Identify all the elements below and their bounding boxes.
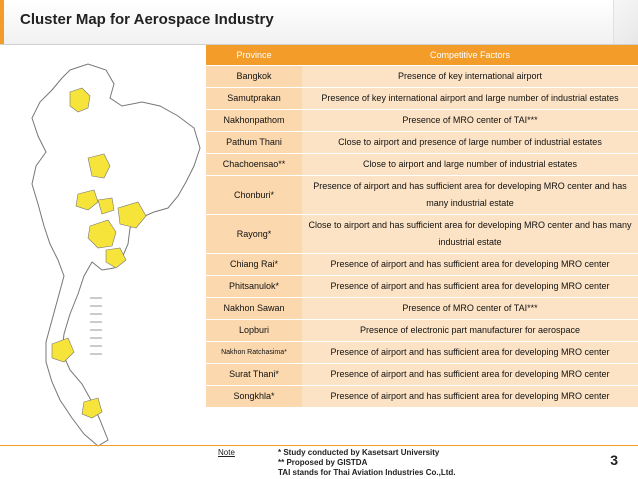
cell-factor: Presence of MRO center of TAI*** bbox=[302, 110, 638, 131]
cell-factor: Presence of airport and has sufficient area for developing MRO center bbox=[302, 386, 638, 407]
cell-factor: Presence of airport and has sufficient area for developing MRO center bbox=[302, 364, 638, 385]
cell-factor: Presence of MRO center of TAI*** bbox=[302, 298, 638, 319]
table-row bbox=[206, 364, 638, 385]
map-legend bbox=[90, 298, 102, 354]
cell-factor: Presence of airport and has sufficient area for developing MRO center bbox=[302, 276, 638, 297]
note-line: TAI stands for Thai Aviation Industries Co.,Ltd. bbox=[278, 468, 456, 477]
table-row bbox=[206, 154, 638, 175]
table-row bbox=[206, 132, 638, 153]
title-accent-right bbox=[613, 0, 638, 44]
cell-province: Chonburi* bbox=[206, 176, 302, 214]
table-row bbox=[206, 215, 638, 253]
table-row bbox=[206, 386, 638, 407]
title-accent-left bbox=[0, 0, 4, 44]
table-row bbox=[206, 110, 638, 131]
table-row bbox=[206, 254, 638, 275]
note-label: Note bbox=[218, 448, 235, 457]
cell-province: Songkhla* bbox=[206, 386, 302, 407]
table-row bbox=[206, 88, 638, 109]
cell-province: Chiang Rai* bbox=[206, 254, 302, 275]
title-bar bbox=[0, 0, 638, 45]
header-province: Province bbox=[206, 45, 302, 65]
cell-province: Nakhon Sawan bbox=[206, 298, 302, 319]
cell-province: Nakhonpathom bbox=[206, 110, 302, 131]
table-row bbox=[206, 176, 638, 214]
cell-factor: Presence of key international airport bbox=[302, 66, 638, 87]
table-row bbox=[206, 276, 638, 297]
cell-province: Surat Thani* bbox=[206, 364, 302, 385]
slide-title: Cluster Map for Aerospace Industry bbox=[20, 11, 274, 28]
cell-province: Lopburi bbox=[206, 320, 302, 341]
table-row bbox=[206, 298, 638, 319]
cell-factor: Close to airport and large number of industrial estates bbox=[302, 154, 638, 175]
cell-province: Chachoensao** bbox=[206, 154, 302, 175]
cell-factor: Presence of airport and has sufficient area for developing MRO center bbox=[302, 342, 638, 363]
cell-province: Bangkok bbox=[206, 66, 302, 87]
note-line: * Study conducted by Kasetsart University bbox=[278, 448, 440, 457]
page-number: 3 bbox=[610, 452, 618, 468]
cell-province: Phitsanulok* bbox=[206, 276, 302, 297]
cell-province: Nakhon Ratchasima* bbox=[206, 342, 302, 363]
cell-factor: Presence of key international airport and large number of industrial estates bbox=[302, 88, 638, 109]
cell-factor: Presence of airport and has sufficient area for developing MRO center bbox=[302, 254, 638, 275]
thailand-map bbox=[18, 62, 208, 450]
table-header-row bbox=[206, 45, 638, 65]
header-competitive-factors: Competitive Factors bbox=[302, 45, 638, 65]
cell-factor: Presence of electronic part manufacturer for aerospace bbox=[302, 320, 638, 341]
cell-province: Rayong* bbox=[206, 215, 302, 253]
competitive-factors-table bbox=[206, 44, 638, 408]
table-row bbox=[206, 342, 638, 363]
cell-factor: Close to airport and has sufficient area for developing MRO center and has many industrial estate bbox=[302, 215, 638, 253]
cell-factor: Presence of airport and has sufficient area for developing MRO center and has many industrial estate bbox=[302, 176, 638, 214]
cell-factor: Close to airport and presence of large number of industrial estates bbox=[302, 132, 638, 153]
note-lines bbox=[278, 448, 578, 478]
cell-province: Samutprakan bbox=[206, 88, 302, 109]
table-row bbox=[206, 320, 638, 341]
note-line: ** Proposed by GISTDA bbox=[278, 458, 368, 467]
table-row bbox=[206, 66, 638, 87]
bottom-divider bbox=[0, 445, 638, 446]
cell-province: Pathum Thani bbox=[206, 132, 302, 153]
